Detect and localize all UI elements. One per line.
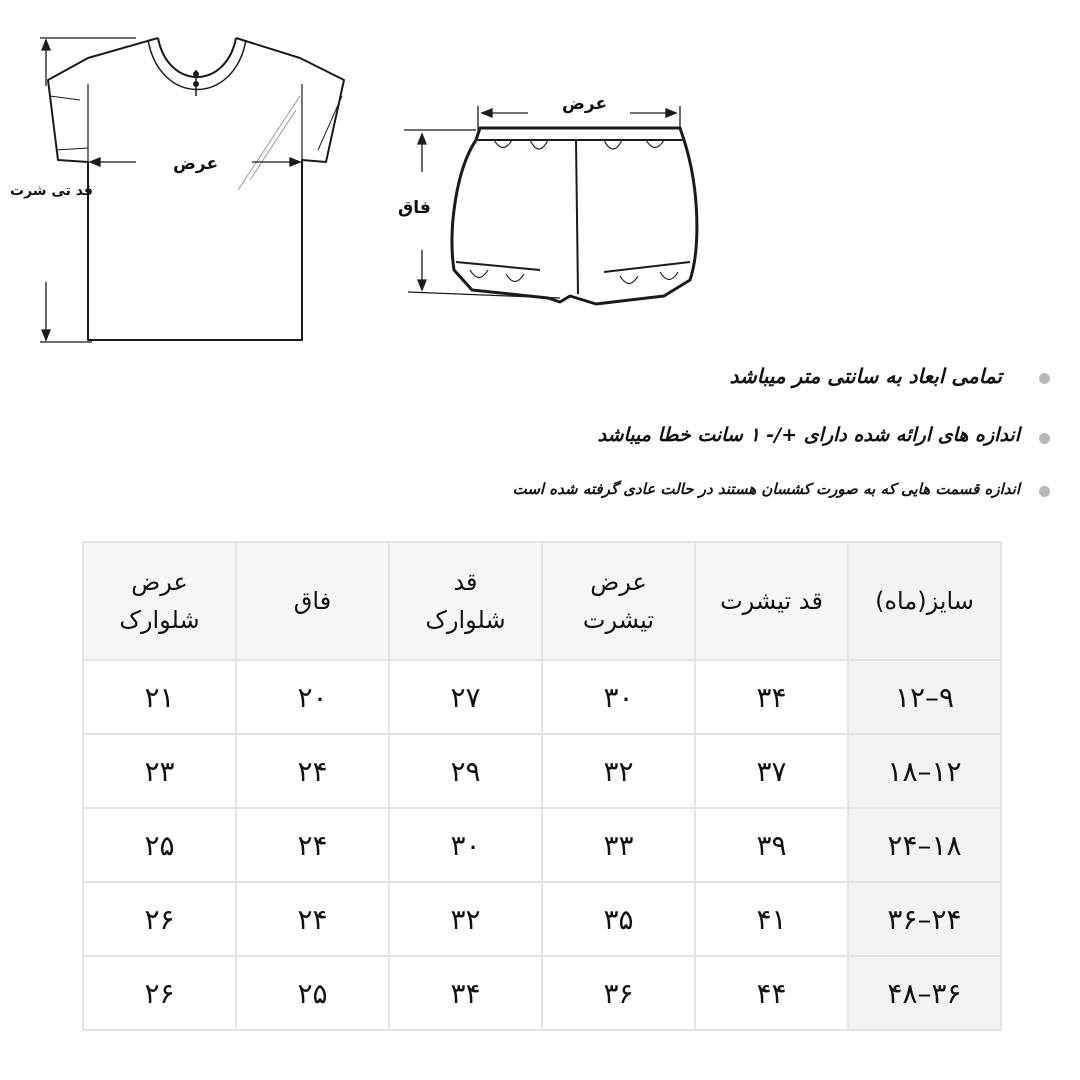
cell-tshirt-width: ۳۲ [542, 734, 695, 808]
table-row [83, 808, 1001, 882]
cell-tshirt-width: ۳۶ [542, 956, 695, 1030]
garment-diagram [0, 0, 760, 350]
cell-size: ۱۲–۱۸ [848, 734, 1001, 808]
tshirt-length-label: قد تی شرت [10, 183, 93, 199]
table-row [83, 734, 1001, 808]
cell-shorts-width: ۲۶ [83, 956, 236, 1030]
tshirt-width-label: عرض [173, 154, 219, 174]
cell-thigh: ۲۵ [236, 956, 389, 1030]
shorts-thigh-label: فاق [398, 198, 431, 218]
cell-tshirt-width: ۳۵ [542, 882, 695, 956]
header-size: سایز(ماه) [848, 542, 1001, 660]
bullet-icon [1039, 433, 1050, 444]
cell-shorts-width: ۲۱ [83, 660, 236, 734]
cell-size: ۱۸–۲۴ [848, 808, 1001, 882]
cell-shorts-length: ۳۰ [389, 808, 542, 882]
cell-tshirt-width: ۳۰ [542, 660, 695, 734]
header-tshirt-width: عرض تیشرت [542, 542, 695, 660]
cell-thigh: ۲۰ [236, 660, 389, 734]
cell-tshirt-width: ۳۳ [542, 808, 695, 882]
table-header-row [83, 542, 1001, 660]
cell-shorts-length: ۲۹ [389, 734, 542, 808]
note-text: تمامی ابعاد به سانتی متر میباشد [729, 364, 1002, 388]
cell-thigh: ۲۴ [236, 808, 389, 882]
cell-size: ۳۶–۴۸ [848, 956, 1001, 1030]
cell-thigh: ۲۴ [236, 734, 389, 808]
cell-size: ۹–۱۲ [848, 660, 1001, 734]
cell-shorts-width: ۲۶ [83, 882, 236, 956]
cell-thigh: ۲۴ [236, 882, 389, 956]
shorts-width-label: عرض [562, 94, 608, 114]
cell-shorts-width: ۲۳ [83, 734, 236, 808]
cell-shorts-length: ۳۲ [389, 882, 542, 956]
shorts-measure-lines [404, 106, 680, 298]
bullet-icon [1039, 373, 1050, 384]
table-row [83, 660, 1001, 734]
shorts-drawing [452, 128, 697, 304]
cell-tshirt-length: ۳۷ [695, 734, 848, 808]
cell-shorts-width: ۲۵ [83, 808, 236, 882]
note-text: اندازه های ارائه شده دارای +/- ۱ سانت خطا میباشد [597, 424, 1020, 446]
header-shorts-length: قد شلوارک [389, 542, 542, 660]
cell-tshirt-length: ۳۹ [695, 808, 848, 882]
header-shorts-width: عرض شلوارک [83, 542, 236, 660]
cell-size: ۲۴–۳۶ [848, 882, 1001, 956]
note-text: اندازه قسمت هایی که به صورت کشسان هستند در حالت عادی گرفته شده است [512, 480, 1020, 498]
cell-shorts-length: ۲۷ [389, 660, 542, 734]
cell-tshirt-length: ۴۴ [695, 956, 848, 1030]
size-table [82, 541, 1002, 1031]
header-tshirt-length: قد تیشرت [695, 542, 848, 660]
table-row [83, 956, 1001, 1030]
header-thigh: فاق [236, 542, 389, 660]
bullet-icon [1039, 486, 1050, 497]
table-row [83, 882, 1001, 956]
cell-tshirt-length: ۳۴ [695, 660, 848, 734]
cell-tshirt-length: ۴۱ [695, 882, 848, 956]
cell-shorts-length: ۳۴ [389, 956, 542, 1030]
